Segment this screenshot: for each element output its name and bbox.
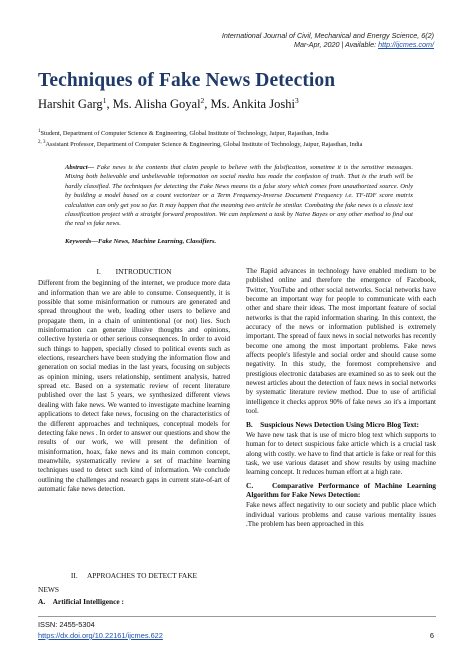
- footer-doi: [38, 631, 163, 641]
- author-list: Harshit Garg$^1$, Ms. Alisha Goyal$^2$, Ms. Ankita Joshi$^3$: [38, 96, 299, 112]
- right-column: [246, 267, 436, 529]
- section-heading-introduction: [38, 267, 230, 276]
- affiliation-text: Student, Department of Computer Science & Engineering, Global Institute of Technology, Jaipur, Rajasthan, India: [40, 130, 329, 138]
- abstract-label: Abstract—: [65, 164, 95, 171]
- subsection-label: B.: [246, 419, 253, 429]
- paper-title: Techniques of Fake News Detection: [38, 70, 336, 91]
- subsection-label: A.: [38, 597, 46, 606]
- subsection-heading-c: [246, 481, 436, 500]
- section-heading-line: [38, 571, 230, 580]
- author-affiliation-mark: 1: [102, 96, 107, 105]
- abstract: [65, 163, 413, 229]
- section-number: I.: [96, 267, 101, 276]
- keywords-text: Fake News, Machine Learning, Classifiers.: [97, 238, 217, 245]
- author-name: Ms. Ankita Joshi: [210, 97, 295, 112]
- doi-link[interactable]: https://dx.doi.org/10.22161/ijcmes.622: [38, 631, 163, 640]
- subsection-label: C.: [246, 480, 254, 490]
- introduction-paragraph: Different from the beginning of the internet, we produce more data and information than we are able to consume. Consequently, it is possible that some misinformation or rumours are generated and spread throughout the web, leading other users to believe and propagate them, in a chain of unintentional (or not) lies. Such misinformation can generate illusive thoughts and opinions, collective hysteria or other serious consequences. In order to avoid such things to happen, specially closed to political events such as elections, researchers have been studying the information flow and generation on social medias in the last years, focusing on subjects as opinion mining, users relationship, sentiment analysis, hatred spread etc. Based on a systematic review of recent literature published over the last 5 years, we synthesized different views dealing with fake news. We wanted to investigate machine learning applications to detect fake news, focusing on the characteristics of the different approaches and techniques, conceptual models for detecting fake news . In order to answer our questions and show the results of our work, we will present the definition of misinformation, hoax, fake news and its main common concept, meanwhile, systematically review a set of machine learning techniques used to detect such kind of information. We conclude outlining the challenges and research gaps in current state-of-art of automatic fake news detection.: [38, 279, 230, 493]
- affiliation-text: Assistant Professor, Department of Computer Science & Engineering, Global Institute of Technology, Jaipur, Rajasthan, India: [45, 141, 363, 149]
- author-name: Harshit Garg: [38, 97, 103, 112]
- page-number: 6: [429, 631, 434, 640]
- subsection-title: Suspicious News Detection Using Micro Blog Text:: [260, 419, 419, 429]
- section-number: II.: [70, 571, 78, 580]
- author-affiliation-mark: 3: [294, 96, 299, 105]
- body-paragraph: We have new task that is use of micro blog text which supports to human for to detect suspicious fake article which is a crucial task along with costly. we have to find that article is fake or real for this task, we use various dataset and show results by using machine learning concept. It reduces human effort at a high rate.: [246, 430, 436, 477]
- section-heading-continued: [38, 585, 230, 595]
- keywords-label: Keywords—: [65, 238, 98, 245]
- author-affiliation-mark: 2: [200, 96, 205, 105]
- body-paragraph: Fake news affect negativity to our society and public place which individual various problems and cause various mentality issues .The problem has been approached in this: [246, 501, 436, 529]
- subsection-title: Comparative Performance of Machine Learning Algorithm for Fake News Detection:: [246, 480, 436, 500]
- journal-issue-text: Mar-Apr, 2020 | Available:: [294, 40, 379, 49]
- footer-issn: ISSN: 2455-5304: [38, 620, 95, 629]
- affiliation-mark: 2, 3: [38, 140, 46, 145]
- affiliation: [38, 128, 329, 138]
- section-title: APPROACHES TO DETECT FAKE: [86, 571, 198, 580]
- section-title-continued: NEWS: [38, 585, 59, 594]
- affiliation: [38, 139, 362, 149]
- author-name: Ms. Alisha Goyal: [112, 97, 201, 112]
- journal-name: International Journal of Civil, Mechanical and Energy Science, 6(2): [221, 31, 434, 40]
- journal-header: [222, 31, 434, 49]
- body-paragraph: The Rapid advances in technology have enabled medium to be published online and therefore the emergence of Facebook, Twitter, YouTube and other social networks. Social networks have become an important way for people to communicate with each other and share their ideas. The most important feature of social networks is that the rapid information sharing. In this context, the accuracy of the news or information published is extremely important. The spread of faux news in social networks has recently become one among the most important problems. Fake news affects people's lifestyle and social order and should cause some negativity. In this study, the foremost comprehensive and prestigious electronic databases are examined so as to seek out the newest articles about the detection of faux news in social networks by systematic literature review method. Due to use of artificial intelligence it checks approx 90% of fake news .so it's a important tool.: [246, 267, 436, 416]
- left-column: [38, 267, 230, 494]
- subsection-title: Artificial Intelligence :: [52, 597, 124, 606]
- section-heading-approaches: [38, 571, 230, 580]
- abstract-text: Fake news is the contents that claim people to believe with the falsification, sometime it is the sensitive messages. Mixing both believable and unbelievable information on social media has made the confusion of truth. That is the truth will be hardly classified. The techniques for detecting the Fake News means its a false story which comes from unauthorized source. Only by building a model based on a count vectorizer or a Term Frequency-Inverse Document Frequency i.e. TF-IDF score matrix calculation can only get you so far. It may happen that the meaning two article be similar. Combating the fake news is a classic text classification project with a straight forward proposition. We can implement a task by Naïve Bayes or any other method to find out the real vs fake news.: [65, 164, 413, 228]
- journal-issue: [222, 40, 434, 49]
- affiliation-mark: 1: [38, 129, 41, 134]
- footer-divider: [38, 616, 436, 617]
- subsection-heading-b: [246, 420, 436, 429]
- journal-url-link[interactable]: http://ijcmes.com/: [378, 40, 434, 49]
- subsection-heading-a: [38, 597, 124, 606]
- keywords: [65, 238, 413, 245]
- section-title: INTRODUCTION: [115, 267, 172, 276]
